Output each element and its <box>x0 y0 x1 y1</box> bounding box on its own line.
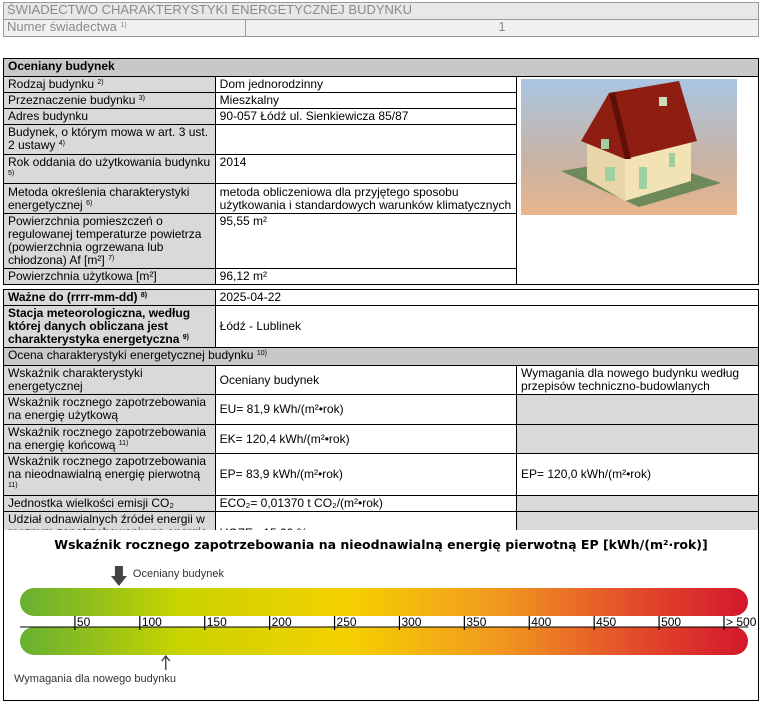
ep-scale-chart <box>4 530 758 700</box>
label-heated-area: Powierzchnia pomieszczeń o regulowanej temperaturze powietrza (powierzchnia ogrzewana lub chłodzona) Af [m²] $^{7)}$ <box>4 214 216 269</box>
req-ep: EP= 120,0 kWh/(m²•rok) <box>517 454 759 496</box>
marker-assessed-building <box>111 566 225 586</box>
label-commissioning-year: Rok oddania do użytkowania budynku $^{5)}$ <box>4 155 216 184</box>
value-building-purpose: Mieszkalny <box>215 93 516 109</box>
ep-scale-tick-label: 350 <box>466 615 487 629</box>
section-title-assessment: Ocena charakterystyki energetycznej budynku $^{10)}$ <box>4 348 759 366</box>
ep-scale-tick-label: 500 <box>661 615 682 629</box>
ep-scale-tick-label: 50 <box>76 615 91 629</box>
value-valid-until: 2025-04-22 <box>215 290 758 306</box>
marker-label: Wymagania dla nowego budynku <box>14 673 176 685</box>
value-building-type: Dom jednorodzinny <box>215 77 516 93</box>
ep-scale-panel <box>3 530 759 701</box>
value-building-address: 90-057 Łódź ul. Sienkiewicza 85/87 <box>215 109 516 125</box>
label-renewable-share: Udział odnawialnych źródeł energii w <box>4 512 216 555</box>
value-co2: ECO₂= 0,01370 t CO₂/(m²•rok) <box>215 496 516 512</box>
label-building-art3: Budynek, o którym mowa w art. 3 ust. 2 ustawy $^{4)}$ <box>4 125 216 155</box>
label-co2: Jednostka wielkości emisji CO₂ <box>4 496 216 512</box>
ep-scale-tick-label: > 500 <box>726 615 757 629</box>
ep-scale-title: Wskaźnik rocznego zapotrzebowania na nieodnawialną energię pierwotną EP [kWh/(m²·rok)] <box>54 537 708 552</box>
label-usable-area: Powierzchnia użytkowa [m²] <box>4 269 216 285</box>
req-ek <box>517 425 759 454</box>
ep-scale-tick-label: 250 <box>336 615 357 629</box>
certificate-number-value: 1 <box>246 20 759 37</box>
ep-scale-bar-bottom <box>20 627 748 655</box>
req-co2 <box>517 496 759 512</box>
marker-new-building-requirement <box>14 656 176 685</box>
label-building-purpose: Przeznaczenie budynku $^{3)}$ <box>4 93 216 109</box>
certificate-number-label: Numer świadectwa $^{1)}$ <box>4 20 246 37</box>
req-eu <box>517 395 759 425</box>
value-ep: EP= 83,9 kWh/(m²•rok) <box>215 454 516 496</box>
house-illustration <box>521 79 737 215</box>
ep-scale-bar-top <box>20 588 748 616</box>
column-header-indicator: Wskaźnik charakterystyki energetycznej <box>4 366 216 395</box>
certificate-title: ŚWIADECTWO CHARAKTERYSTYKI ENERGETYCZNEJ BUDYNKU <box>4 3 759 20</box>
value-ek: EK= 120,4 kWh/(m²•rok) <box>215 425 516 454</box>
ep-scale-tick-label: 150 <box>206 615 227 629</box>
label-ep: Wskaźnik rocznego zapotrzebowania na nieodnawialną energię pierwotną $^{11)}$ <box>4 454 216 496</box>
column-header-building: Oceniany budynek <box>215 366 516 395</box>
label-eu: Wskaźnik rocznego zapotrzebowania na energię użytkową <box>4 395 216 425</box>
certificate-header <box>3 2 759 37</box>
ep-scale-tick-label: 400 <box>531 615 552 629</box>
house-door <box>639 167 647 189</box>
up-arrow-icon <box>162 656 170 670</box>
label-ek: Wskaźnik rocznego zapotrzebowania na energię końcową $^{11)}$ <box>4 425 216 454</box>
down-arrow-icon <box>111 566 127 586</box>
value-weather-station: Łódź - Lublinek <box>215 306 758 348</box>
label-valid-until: Ważne do (rrrr-mm-dd) $^{8)}$ <box>4 290 216 306</box>
label-method: Metoda określenia charakterystyki energetycznej $^{6)}$ <box>4 184 216 214</box>
value-commissioning-year: 2014 <box>215 155 516 184</box>
ep-scale-tick-label: 100 <box>141 615 162 629</box>
building-table <box>3 58 759 555</box>
value-usable-area: 96,12 m² <box>215 269 516 285</box>
house-window <box>669 153 675 167</box>
marker-label: Oceniany budynek <box>132 568 225 580</box>
label-building-address: Adres budynku <box>4 109 216 125</box>
ep-scale-tick-label: 300 <box>401 615 422 629</box>
roof-window <box>659 97 667 106</box>
section-title-building: Oceniany budynek <box>4 59 759 77</box>
ep-scale-tick-label: 450 <box>596 615 617 629</box>
house-window <box>601 139 609 149</box>
label-weather-station: Stacja meteorologiczna, według której danych obliczana jest charakterystyka energetyczna $^{9)}$ <box>4 306 216 348</box>
value-method: metoda obliczeniowa dla przyjętego sposobu użytkowania i standardowych warunków klimatycznych <box>215 184 516 214</box>
value-heated-area: 95,55 m² <box>215 214 516 269</box>
building-image-cell <box>517 77 759 285</box>
value-building-art3 <box>215 125 516 155</box>
label-building-type: Rodzaj budynku $^{2)}$ <box>4 77 216 93</box>
house-window <box>605 167 615 181</box>
ep-scale-tick-label: 200 <box>271 615 292 629</box>
column-header-requirements: Wymagania dla nowego budynku według przepisów techniczno-budowlanych <box>517 366 759 395</box>
value-eu: EU= 81,9 kWh/(m²•rok) <box>215 395 516 425</box>
